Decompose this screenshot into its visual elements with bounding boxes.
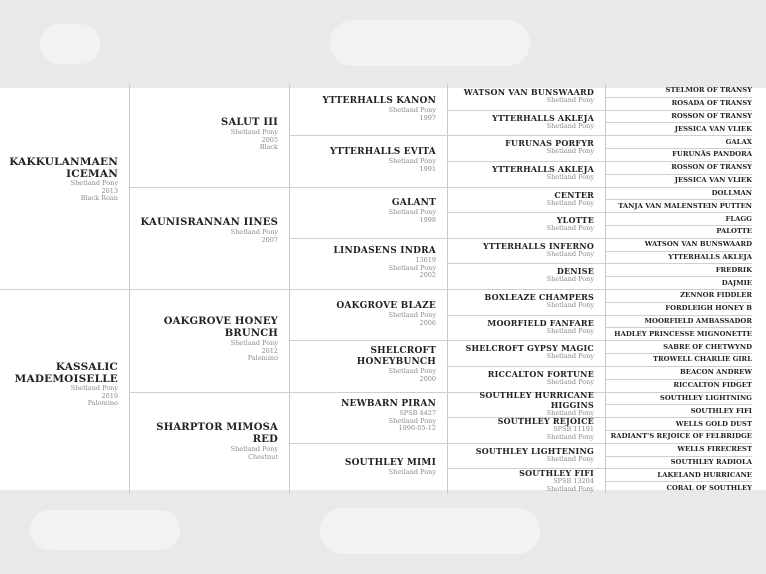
row-divider [605,289,752,290]
gen4-cell[interactable] [448,292,594,310]
ancestor-name: DOLLMAN [711,189,752,197]
row-divider [605,353,752,354]
row-divider [129,392,289,393]
ancestor-name: RADIANT'S REJOICE OF FELBRIDGE [610,432,752,440]
row-divider [447,315,605,316]
horse-breed: Shetland Pony [546,147,594,155]
row-divider [605,481,752,482]
horse-breed: Shetland Pony [230,339,278,347]
gen5-cell[interactable] [606,202,752,210]
gen3-cell[interactable] [290,147,436,173]
row-divider [605,148,752,149]
horse-breed: Shetland Pony [388,416,436,425]
horse-name: MOORFIELD FANFARE [487,318,594,328]
row-divider [289,392,447,393]
ancestor-name: SOUTHLEY LIGHTNING [659,394,752,402]
gen4-cell[interactable] [448,215,594,233]
horse-reg: SPSB 4427 [399,409,436,417]
horse-name: LINDASENS INDRA [333,246,436,256]
horse-breed: Shetland Pony [546,301,594,309]
gen5-cell[interactable] [606,304,752,312]
horse-name: DENISE [556,266,594,276]
ancestor-name: WELLS FIRECREST [677,445,752,453]
row-divider [605,468,752,469]
horse-breed: Shetland Pony [546,224,594,232]
horse-reg: SPSB 13204 [553,477,594,485]
horse-breed: Shetland Pony [546,250,594,258]
gen5-cell[interactable] [606,381,752,389]
row-divider [289,187,447,188]
horse-year: 1997 [419,113,436,122]
horse-year: 1998 [419,215,436,224]
ancestor-name: WATSON VAN BUNSWAARD [644,240,752,248]
gen4-cell[interactable] [448,390,594,418]
gen3-cell[interactable] [290,96,436,122]
horse-name: OAKGROVE BLAZE [336,301,436,311]
row-divider [289,340,447,341]
horse-year: 1991 [419,164,436,173]
gen4-cell[interactable] [448,416,594,441]
row-divider [605,379,752,380]
horse-name: NEWBARN PIRAN [341,399,436,409]
row-divider [605,327,752,328]
gen5-cell[interactable] [606,394,752,402]
row-divider [129,289,289,290]
horse-year: 2005 [261,135,278,144]
ancestor-name: SOUTHLEY RADIOLA [670,458,752,466]
gen2-cell[interactable] [130,316,278,363]
gen5-cell[interactable] [606,368,752,376]
gen5-cell[interactable] [606,330,752,338]
ancestor-name: FURUNÄS PANDORA [672,150,752,158]
row-divider [605,212,752,213]
horse-name: CENTER [554,190,594,200]
horse-reg: SPSB 11191 [553,425,594,433]
ancestor-name: FREDRIK [715,266,752,274]
horse-name: YTTERHALLS AKLEJA [492,113,594,123]
row-divider [605,302,752,303]
horse-breed: Shetland Pony [546,352,594,360]
gen5-cell[interactable] [606,484,752,492]
gen4-cell[interactable] [448,164,594,182]
gen5-cell[interactable] [606,420,752,428]
gen5-cell[interactable] [606,215,752,223]
row-divider [605,97,752,98]
gen5-cell[interactable] [606,176,752,184]
horse-breed: Shetland Pony [388,208,436,216]
gen5-cell[interactable] [606,125,752,133]
gen3-cell[interactable] [290,458,436,477]
row-divider [605,251,752,252]
row-divider [129,187,289,188]
row-divider [605,443,752,444]
gen5-cell[interactable] [606,445,752,453]
gen4-cell[interactable] [448,369,594,387]
horse-color: Black Roan [80,194,118,202]
ancestor-name: RICCALTON FIDGET [673,381,752,389]
row-divider [605,225,752,226]
row-divider [605,392,752,393]
horse-name: SHARPTOR MIMOSA RED [156,422,278,445]
horse-breed: Shetland Pony [546,409,594,417]
gen3-cell[interactable] [290,399,436,433]
gen5-cell[interactable] [606,112,752,120]
gen4-cell[interactable] [448,343,594,361]
row-divider [447,340,605,341]
ancestor-name: HADLEY PRINCESSE MIGNONETTE [614,330,752,338]
ancestor-name: TANJA VAN MALENSTEIN PUTTEN [618,202,752,210]
horse-reg: 13619 [415,256,436,264]
row-divider [0,289,129,290]
gen5-cell[interactable] [606,240,752,248]
gen3-cell[interactable] [290,198,436,224]
gen4-cell[interactable] [448,241,594,259]
horse-breed: Shetland Pony [546,378,594,386]
horse-name: SOUTHLEY REJOICE [497,416,594,426]
gen4-cell[interactable] [448,266,594,284]
gen5-cell[interactable] [606,355,752,363]
gen5-cell[interactable] [606,317,752,325]
row-divider [605,276,752,277]
row-divider [605,417,752,418]
row-divider [605,110,752,111]
horse-breed: Shetland Pony [70,179,118,187]
row-divider [605,430,752,431]
ancestor-name: ZENNOR FIDDLER [680,291,752,299]
horse-year: 2007 [261,235,278,244]
row-divider [605,187,752,188]
horse-color: Palomino [247,354,278,362]
ancestor-name: ROSADA OF TRANSY [671,99,752,107]
row-divider [605,161,752,162]
ancestor-name: TROWELL CHARLIE GIRL [652,355,752,363]
row-divider [605,122,752,123]
horse-year: 2006 [419,318,436,327]
blurred-shape [330,20,530,66]
horse-name: WATSON VAN BUNSWAARD [463,87,594,97]
horse-name: YTTERHALLS INFERNO [482,241,594,251]
gen4-cell[interactable] [448,190,594,208]
row-divider [447,238,605,239]
horse-year: 2013 [101,186,118,195]
gen5-cell[interactable] [606,432,752,440]
gen5-cell[interactable] [606,471,752,479]
row-divider [447,161,605,162]
ancestor-name: FLAGG [725,215,752,223]
horse-year: 2002 [419,271,436,279]
row-divider [447,289,605,290]
blurred-shape [320,508,540,554]
row-divider [605,135,752,136]
gen3-cell[interactable] [290,346,436,383]
ancestor-name: ROSSON OF TRANSY [671,112,752,120]
gen4-cell[interactable] [448,138,594,156]
gen4-cell[interactable] [448,446,594,464]
horse-name: YTTERHALLS AKLEJA [492,164,594,174]
horse-breed: Shetland Pony [230,445,278,453]
row-divider [289,238,447,239]
row-divider [605,199,752,200]
horse-breed: Shetland Pony [546,327,594,335]
horse-breed: Shetland Pony [546,199,594,207]
row-divider [447,135,605,136]
blurred-shape [40,24,100,64]
blurred-shape [30,510,180,550]
horse-name: SALUT III [221,117,278,128]
horse-breed: Shetland Pony [388,367,436,375]
gen4-cell[interactable] [448,468,594,493]
horse-breed: Shetland Pony [546,275,594,283]
horse-breed: Shetland Pony [546,173,594,181]
gen5-cell[interactable] [606,279,752,287]
gen5-cell[interactable] [606,138,752,146]
ancestor-name: SABRE OF CHETWYND [663,343,752,351]
gen2-cell[interactable] [130,217,278,244]
gen5-cell[interactable] [606,189,752,197]
gen4-cell[interactable] [448,87,594,105]
horse-name: SOUTHLEY FIFI [519,468,594,478]
ancestor-name: LAKELAND HURRICANE [657,471,752,479]
ancestor-name: PALOTTE [716,227,752,235]
row-divider [447,187,605,188]
horse-color: Palomino [87,399,118,407]
ancestor-name: FORDLEIGH HONEY B [665,304,752,312]
horse-name: GALANT [391,198,436,208]
horse-color: Chestnut [248,452,278,461]
row-divider [289,289,447,290]
row-divider [605,315,752,316]
horse-breed: Shetland Pony [546,432,594,441]
horse-name: KAKKULANMAEN ICEMAN [9,156,118,180]
horse-breed: Shetland Pony [546,484,594,493]
horse-breed: Shetland Pony [546,96,594,104]
gen5-cell[interactable] [606,407,752,415]
horse-name: OAKGROVE HONEY BRUNCH [163,316,278,339]
row-divider [289,135,447,136]
row-divider [447,366,605,367]
ancestor-name: WELLS GOLD DUST [675,420,752,428]
row-divider [605,238,752,239]
gen5-cell[interactable] [606,163,752,171]
row-divider [605,404,752,405]
row-divider [447,443,605,444]
horse-breed: Shetland Pony [546,455,594,463]
gen5-cell[interactable] [606,253,752,261]
row-divider [447,263,605,264]
gen5-cell[interactable] [606,150,752,158]
gen5-cell[interactable] [606,343,752,351]
horse-name: SOUTHLEY HURRICANE HIGGINS [479,390,594,410]
horse-name: KASSALIC MADEMOISELLE [14,361,118,385]
row-divider [447,212,605,213]
gen2-cell[interactable] [130,422,278,461]
horse-breed: Shetland Pony [388,468,436,476]
gen1-cell[interactable] [0,156,118,203]
ancestor-name: SOUTHLEY FIFI [690,407,752,415]
gen5-cell[interactable] [606,291,752,299]
horse-name: SOUTHLEY LIGHTENING [475,446,594,456]
horse-breed: Shetland Pony [388,106,436,114]
horse-name: YLOTTE [556,215,594,225]
gen5-cell[interactable] [606,86,752,94]
horse-name: YTTERHALLS KANON [322,96,436,106]
horse-year: 2012 [261,346,278,355]
ancestor-name: STELMOR OF TRANSY [665,86,752,94]
ancestor-name: BEACON ANDREW [680,368,752,376]
horse-name: RICCALTON FORTUNE [487,369,594,379]
horse-color: Black [259,143,278,151]
horse-name: KAUNISRANNAN IINES [140,217,278,228]
gen3-cell[interactable] [290,301,436,327]
row-divider [447,110,605,111]
gen3-cell[interactable] [290,246,436,280]
gen2-cell[interactable] [130,117,278,152]
horse-breed: Shetland Pony [70,384,118,392]
ancestor-name: MOORFIELD AMBASSADOR [644,317,752,325]
ancestor-name: YTTERHALLS AKLEJA [668,253,752,261]
horse-breed: Shetland Pony [388,263,436,272]
row-divider [605,456,752,457]
row-divider [605,366,752,367]
horse-year: 2019 [101,391,118,400]
horse-breed: Shetland Pony [388,311,436,319]
horse-year: 2000 [419,374,436,383]
gen5-cell[interactable] [606,458,752,466]
horse-name: YTTERHALLS EVITA [329,147,436,157]
horse-breed: Shetland Pony [388,157,436,165]
gen5-cell[interactable] [606,99,752,107]
horse-breed: Shetland Pony [546,122,594,130]
gen5-cell[interactable] [606,227,752,235]
horse-name: SOUTHLEY MIMI [344,458,436,468]
row-divider [605,263,752,264]
gen4-cell[interactable] [448,318,594,336]
horse-year: 1990-05-12 [398,424,436,432]
horse-breed: Shetland Pony [230,128,278,136]
ancestor-name: GALAX [725,138,752,146]
gen1-cell[interactable] [0,361,118,408]
row-divider [605,174,752,175]
horse-name: SHELCROFT HONEYBUNCH [356,346,436,367]
horse-breed: Shetland Pony [230,228,278,236]
row-divider [289,443,447,444]
row-divider [605,340,752,341]
ancestor-name: CORAL OF SOUTHLEY [666,484,752,492]
gen5-cell[interactable] [606,266,752,274]
ancestor-name: JESSICA VAN VLIEK [674,176,752,184]
horse-name: SHELCROFT GYPSY MAGIC [465,343,594,353]
gen4-cell[interactable] [448,113,594,131]
horse-name: BOXLEAZE CHAMPERS [484,292,594,302]
ancestor-name: DAJMIE [721,279,752,287]
ancestor-name: JESSICA VAN VLIEK [674,125,752,133]
horse-name: FURUNAS PORFYR [505,138,594,148]
ancestor-name: ROSSON OF TRANSY [671,163,752,171]
